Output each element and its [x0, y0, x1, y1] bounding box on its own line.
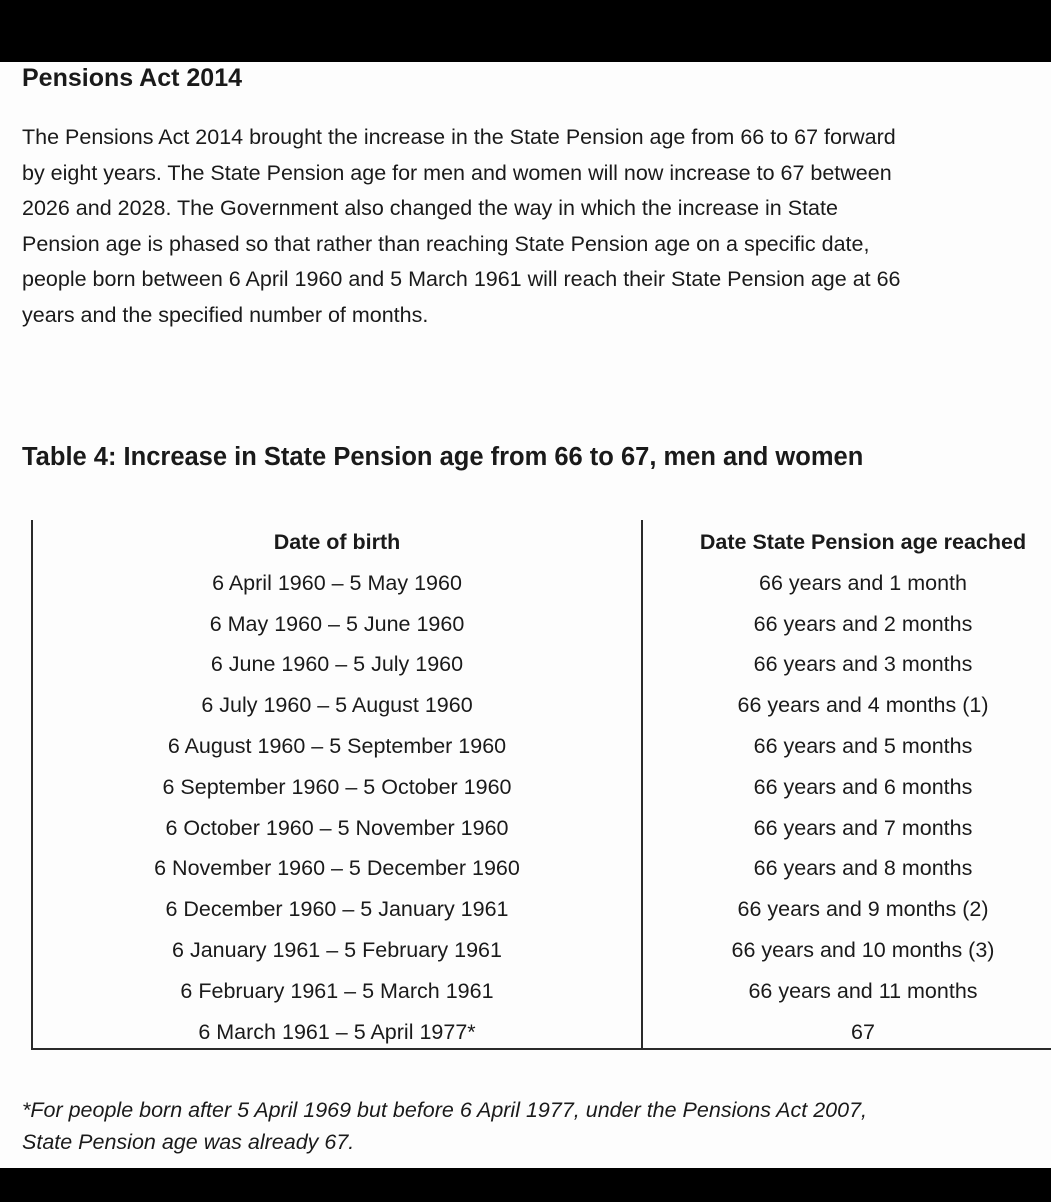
table-cell: 6 April 1960 – 5 May 1960	[212, 570, 462, 595]
table-cell: 66 years and 11 months	[748, 978, 978, 1003]
section-heading: Pensions Act 2014	[22, 64, 243, 92]
date-of-birth-column	[33, 522, 641, 1052]
table-cell: 6 July 1960 – 5 August 1960	[201, 693, 473, 718]
table-cell: 66 years and 5 months	[753, 733, 973, 758]
table-cell: 66 years and 1 month	[759, 570, 967, 595]
table-footnote: *For people born after 5 April 1969 but before 6 April 1977, under the Pensions Act 2007, State Pension age was already 67.	[22, 1098, 868, 1154]
table-cell: 66 years and 9 months (2)	[737, 897, 989, 922]
header-date-of-birth: Date of birth	[273, 530, 401, 554]
table-title: Table 4: Increase in State Pension age from 66 to 67, men and women	[22, 443, 864, 471]
table-cell: 6 August 1960 – 5 September 1960	[167, 733, 507, 758]
table-cell: 6 September 1960 – 5 October 1960	[162, 774, 512, 799]
table-cell: 6 January 1961 – 5 February 1961	[172, 937, 502, 962]
table-cell: 6 March 1961 – 5 April 1977*	[198, 1019, 476, 1044]
state-pension-age-column	[643, 522, 1051, 1052]
table-cell: 66 years and 4 months (1)	[737, 693, 989, 718]
table-cell: 66 years and 3 months	[753, 652, 973, 677]
table-cell: 66 years and 8 months	[753, 856, 973, 881]
table-cell: 6 June 1960 – 5 July 1960	[210, 652, 464, 677]
table-cell: 66 years and 7 months	[753, 815, 973, 840]
table-cell: 66 years and 10 months (3)	[731, 937, 995, 962]
table-cell: 6 May 1960 – 5 June 1960	[209, 611, 465, 636]
table-cell: 6 February 1961 – 5 March 1961	[180, 978, 494, 1003]
header-state-pension-age: Date State Pension age reached	[699, 530, 1027, 554]
table-cell: 66 years and 6 months	[753, 774, 973, 799]
table-cell: 67	[851, 1019, 875, 1044]
table-cell: 66 years and 2 months	[753, 611, 973, 636]
document-page	[0, 62, 1051, 1168]
pension-age-table	[31, 520, 1051, 1050]
intro-paragraph: The Pensions Act 2014 brought the increase in the State Pension age from 66 to 67 forward by eight years. The State Pension age for men and women will now increase to 67 between 2026 and 2028. The Government also changed the way in which the increase in State Pension age is phased so that rather than reaching State Pension age on a specific date, people born between 6 April 1960 and 5 March 1961 will reach their State Pension age at 66 years and the specified number of months.	[22, 125, 901, 327]
table-cell: 6 November 1960 – 5 December 1960	[154, 856, 520, 881]
table-cell: 6 October 1960 – 5 November 1960	[165, 815, 509, 840]
table-cell: 6 December 1960 – 5 January 1961	[165, 897, 509, 922]
